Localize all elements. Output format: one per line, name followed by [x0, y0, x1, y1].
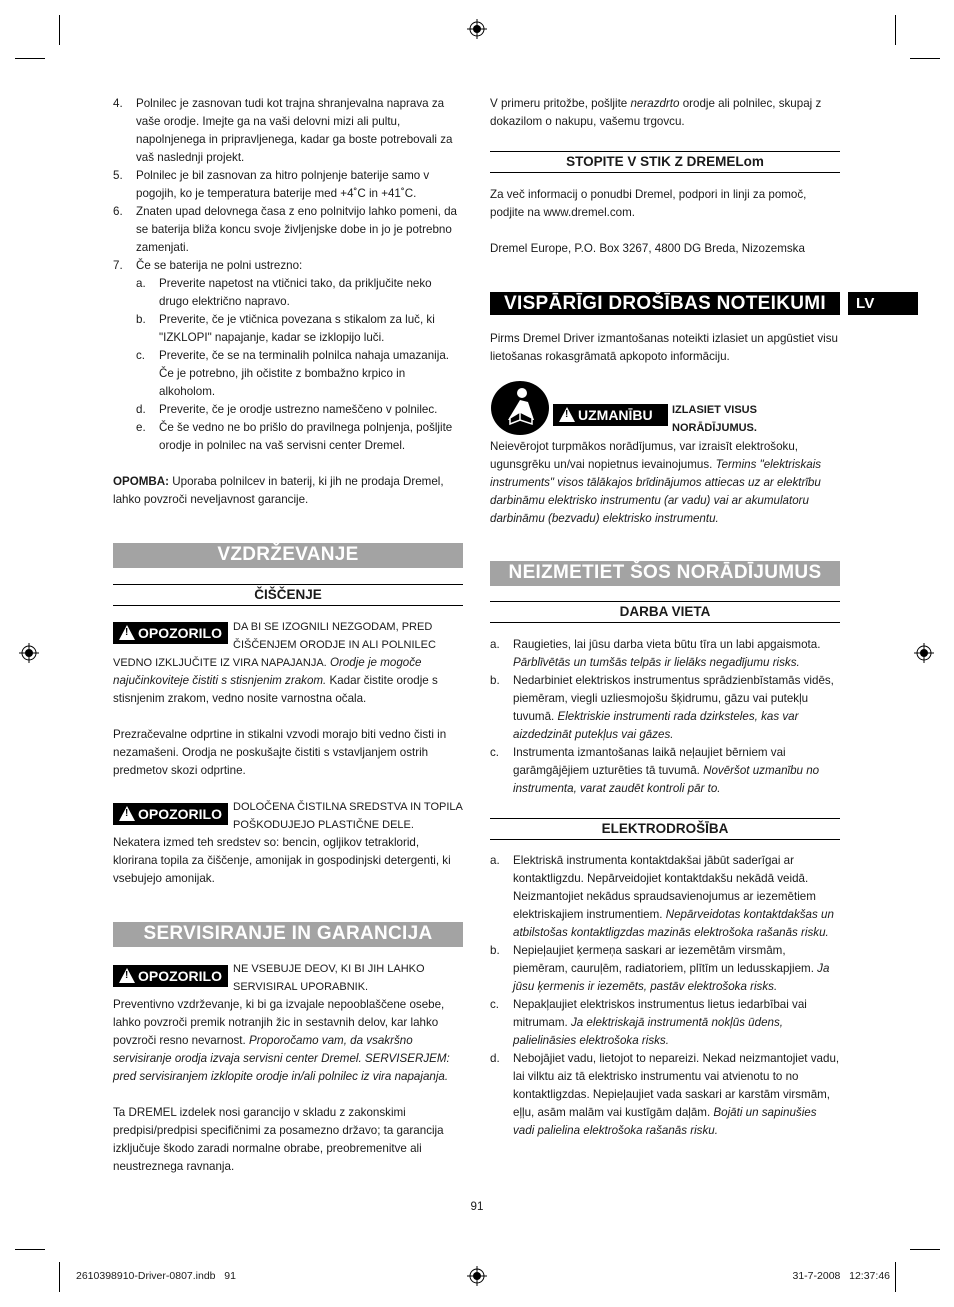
section-banner-keep-instructions: NEIZMETIET ŠOS NORĀDĪJUMUS — [490, 561, 840, 586]
crop-mark — [15, 58, 45, 59]
warning-badge: ! OPOZORILO — [113, 965, 228, 987]
caution-badge: ! UZMANĪBU — [553, 404, 668, 426]
warning-paragraph: Preventivno vzdrževanje, ki bi ga izvajale nepooblaščene osebe, lahko povzroči premik notranjih žic in sestavnih delov, kar lahko povzroči resno nevarnost. Proporočamo vam, da vsakršno servisiranje orodja izvaja servisni center Dremel. SERVISERJEM: pred servisiranjem izklopite orodje in/ali polnilec iz vira napajanja. — [113, 998, 450, 1083]
warning-triangle-icon — [119, 968, 135, 983]
list-item: c. Preverite, če se na terminalih polnilca nahaja umazanija. Če je potrebno, jih očistite z bombažno krpico in alkoholom. — [136, 349, 450, 398]
subheading-cleaning: ČIŠČENJE — [113, 584, 463, 606]
crop-mark — [59, 15, 60, 45]
crop-mark — [15, 1249, 45, 1250]
warning-caps-text: DA BI SE IZOGNILI NEZGODAM, PRED ČIŠČENJEM ORODJE IN ALI POLNILEC — [233, 621, 436, 651]
list-item: c. Instrumenta izmantošanas laikā neļaujiet bērniem vai garāmgājējiem uzturēties tā tuvumā. Novēršot uzmanību no instrumenta, varat zaudēt kontroli pār to. — [490, 746, 820, 795]
registration-mark-icon — [914, 643, 934, 663]
warning-caps-text: DOLOČENA ČISTILNA SREDSTVA IN TOPILA POŠKODUJEJO PLASTIČNE DELE. — [233, 801, 463, 831]
list-item: 6. Znaten upad delovnega časa z eno polnitvijo lahko pomeni, da se baterija bliža koncu svoje življenjske dobe in jo je potrebno zamenjati. — [113, 205, 457, 254]
section-banner-service-warranty: SERVISIRANJE IN GARANCIJA — [113, 922, 463, 947]
list-item: a. Raugieties, lai jūsu darba vieta būtu tīra un labi apgaismota. Pārblīvētās un tumšās telpās ir lielāks negadījumu risks. — [490, 638, 821, 669]
registration-mark-icon — [19, 643, 39, 663]
list-item: a. Preverite napetost na vtičnici tako, da priključite neko drugo električno napravo. — [136, 277, 432, 308]
read-manual-icon — [490, 380, 550, 436]
list-item: e. Če še vedno ne bo prišlo do pravilnega polnjenja, pošljite orodje in polnilec na vaš servisni center Dremel. — [136, 421, 453, 452]
registration-mark-icon — [467, 1266, 487, 1286]
electrical-safety-list — [490, 852, 840, 1140]
address-line: Dremel Europe, P.O. Box 3267, 4800 DG Breda, Nizozemska — [490, 242, 805, 255]
warning-badge: ! OPOZORILO — [113, 803, 228, 825]
subheading-electrical-safety: ELEKTRODROŠĪBA — [490, 818, 840, 840]
paragraph-before-use: Pirms Dremel Driver izmantošanas noteikti izlasiet un apgūstiet visu lietošanas rokasgrāmatā apkopoto informāciju. — [490, 332, 838, 363]
registration-mark-icon — [467, 19, 487, 39]
crop-mark — [910, 58, 940, 59]
paragraph-vents: Prezračevalne odprtine in stikalni vzvodi morajo biti vedno čisti in nezamašeni. Orodja ne poskušajte čistiti s vstavljanjem ostrih predmetov skozi odprtine. — [113, 728, 447, 777]
subheading-work-area: DARBA VIETA — [490, 601, 840, 623]
paragraph-info: Za več informacij o ponudbi Dremel, podpori in linji za pomoč, podjite na www.dremel.com. — [490, 188, 807, 219]
language-tab-lv: LV — [848, 292, 918, 315]
list-item: b. Nedarbiniet elektriskos instrumentus sprādzienbīstamās vidēs, piemēram, viegli uzliesmojošu šķidrumu, gāzu vai putekļu tuvumā. Elektriskie instrumenti rada dzirksteles, kas var aizdedzināt putekļus vai gāzes. — [490, 674, 834, 741]
paragraph-complaint: V primeru pritožbe, pošljite nerazdrto orodje ali polnilec, skupaj z dokazilom o nakupu, vašemu trgovcu. — [490, 97, 822, 128]
list-item: 5. Polnilec je bil zasnovan za hitro polnjenje baterije samo v pogojih, ko je temperatura baterije med +4˚C in +41˚C. — [113, 169, 430, 200]
warning-caps-text: NE VSEBUJE DEOV, KI BI JIH LAHKO SERVISIRAL UPORABNIK. — [233, 963, 425, 993]
list-item: c. Nepakļaujiet elektriskos instrumentus lietus iedarbībai vai mitrumam. Ja elektriskajā instrumentā nokļūs ūdens, palielināsies elektrošoka risks. — [490, 998, 807, 1047]
list-item: b. Nepieļaujiet ķermeņa saskari ar iezemētām virsmām, piemēram, cauruļēm, radiatoriem, plītīm un ledusskapjiem. Ja jūsu ķermenis ir iezemēts, pastāv elektrošoka risks. — [490, 944, 830, 993]
list-item: a. Elektriskā instrumenta kontaktdakšai jābūt saderīgai ar kontaktligzdu. Nepārveidojiet kontaktdakšu nekādā veidā. Neizmantojiet nekādus spraudsavienojumus ar iezemētiem elektriskajiem instrumentiem. Nepārveidotas kontaktdakšas un atbilstošas kontaktligzdas mazinās elektrošoka rašanās risku. — [490, 854, 834, 939]
warning-badge: ! OPOZORILO — [113, 622, 228, 644]
work-area-list — [490, 636, 840, 798]
subheading-contact: STOPITE V STIK Z DREMELom — [490, 151, 840, 173]
read-all-instructions: IZLASIET VISUS NORĀDĪJUMUS. — [672, 404, 757, 434]
crop-mark — [895, 1262, 896, 1292]
list-item: 4. Polnilec je zasnovan tudi kot trajna shranjevalna naprava za vaše orodje. Imejte ga na vaši delovni mizi ali pultu, napolnjenega in pripravljenega, kadar ga boste potrebovali za vaš naslednji projekt. — [113, 97, 453, 164]
list-item: 7. Če se baterija ne polni ustrezno: a. Preverite napetost na vtičnici tako, da priključite neko drugo električno napravo. b. Preverite, če je vtičnica povezana s stikalom za luč, ki "IZKLOPI" napajanje, kadar se izklopijo luči. c. Preverite, če se na terminalih polnilca nahaja umazanija. Če je potrebno, jih očistite z bombažno krpico in alkoholom. d. Preverite, če je orodje ustrezno nameščeno v polnilec. e. Če še vedno ne bo prišlo do pravilnega polnjenja, pošljite orodje in polnilec na vaš servisni center Dremel. — [113, 257, 463, 455]
list-item: d. Preverite, če je orodje ustrezno nameščeno v polnilec. — [136, 403, 438, 416]
note-paragraph: OPOMBA: Uporaba polnilcev in baterij, ki jih ne prodaja Dremel, lahko povzroči neveljavnost garancije. — [113, 475, 444, 506]
warning-paragraph: Neievērojot turpmākos norādījumus, var izraisīt elektrošoku, ugunsgrēku un/vai nopietnus ievainojumus. Termins "elektriskais instruments" visos tālākajos brīdinājumos attiecas uz ar elektrību darbināmu elektrisko instrumentu (ar vadu) vai ar akumulatoru darbināmu (bezvadu) elektrisko instrumentu. — [490, 440, 822, 525]
warning-triangle-icon — [119, 806, 135, 821]
warning-triangle-icon — [119, 625, 135, 640]
section-banner-general-safety: VISPĀRĪGI DROŠĪBAS NOTEIKUMI — [490, 292, 840, 315]
warning-triangle-icon — [559, 407, 575, 422]
page-number: 91 — [470, 1200, 484, 1213]
file-info: 2610398910-Driver-0807.indb 91 — [76, 1270, 236, 1282]
crop-mark — [910, 1249, 940, 1250]
crop-mark — [59, 1262, 60, 1292]
list-item: b. Preverite, če je vtičnica povezana s stikalom za luč, ki "IZKLOPI" napajanje, kadar se izklopijo luči. — [136, 313, 435, 344]
left-column-list — [113, 95, 463, 455]
crop-mark — [895, 15, 896, 45]
list-item: d. Nebojājiet vadu, lietojot to nepareizi. Nekad neizmantojiet vadu, lai vilktu aiz tā elektrisko instrumentu vai atvienotu to no kontaktligzdas. Nepieļaujiet vada saskari ar karstām virsmām, eļļu, asām malām vai kustīgām daļām. Bojāti un sapinušies vadi palielina elektrošoka rašanās risku. — [490, 1052, 840, 1137]
warning-paragraph: Nekatera izmed teh sredstev so: bencin, ogljikov tetraklorid, klorirana topila za čiščenje, amonijak in gospodinjski detergenti, ki vsebujejo amonijak. — [113, 836, 451, 885]
timestamp: 31-7-2008 12:37:46 — [792, 1270, 890, 1282]
warning-paragraph: VEDNO IZKLJUČITE IZ VIRA NAPAJANJA. Orodje je mogoče najučinkoviteje čistiti s stisnjenim zrakom. Kadar čistite orodje s stisnjenim zrakom, vedno nosite varnostna očala. — [113, 656, 438, 705]
paragraph-warranty: Ta DREMEL izdelek nosi garancijo v skladu z zakonskimi predpisi/predpisi specifičnimi za posamezno državo; ta garancija izključuje škodo zaradi normalne obrabe, preobremenitve ali neustreznega ravnanja. — [113, 1106, 444, 1173]
section-banner-maintenance: VZDRŽEVANJE — [113, 543, 463, 568]
